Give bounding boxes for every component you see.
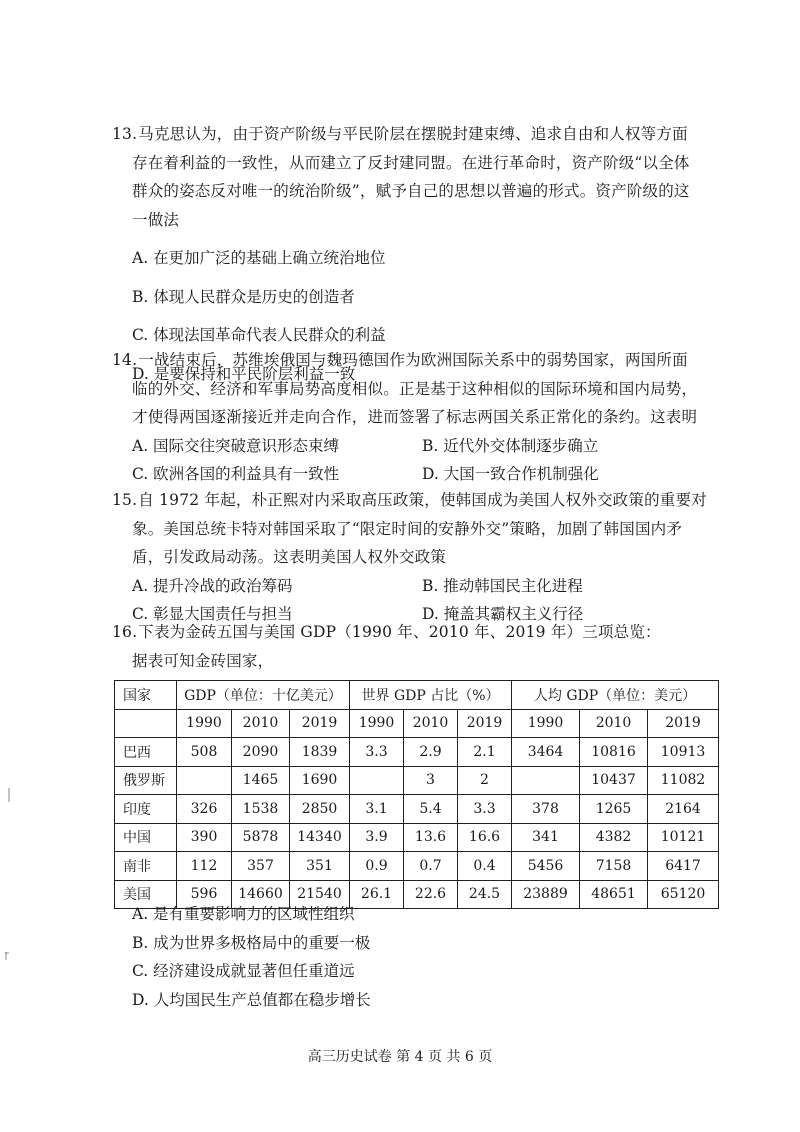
- table-cell: [177, 766, 232, 795]
- year-cell: 1990: [177, 709, 232, 738]
- stem-line: 象。美国总统卡特对韩国采取了“限定时间的安静外交”策略，加剧了韩国国内矛: [132, 519, 683, 538]
- gdp-table: [114, 680, 719, 909]
- table-cell: 23889: [512, 880, 580, 909]
- table-cell: 1465: [232, 766, 290, 795]
- table-cell: [512, 766, 580, 795]
- table-cell: 0.4: [458, 852, 512, 881]
- stem-line: 临的外交、经济和军事局势高度相似。正是基于这种相似的国际环境和国内局势，: [132, 379, 698, 398]
- stem-line: 才使得两国逐渐接近并走向合作，进而签署了标志两国关系正常化的条约。这表明: [132, 408, 698, 426]
- table-cell: 3.3: [458, 795, 512, 824]
- option-b: B. 推动韩国民主化进程: [422, 576, 583, 595]
- option-c: C. 彰显大国责任与担当: [132, 605, 293, 623]
- table-cell: 596: [177, 880, 232, 909]
- table-row: [115, 766, 719, 795]
- table-cell: 3: [404, 766, 458, 795]
- option-b: B. 近代外交体制逐步确立: [422, 436, 599, 455]
- scan-mark: [8, 788, 10, 802]
- stem-line: 存在着利益的一致性，从而建立了反封建同盟。在进行革命时，资产阶级“以全体: [132, 153, 690, 172]
- table-cell: 48651: [580, 880, 648, 909]
- stem-line: 据表可知金砖国家，: [132, 651, 274, 670]
- table-cell: 5878: [232, 823, 290, 852]
- empty-cell: [115, 709, 177, 738]
- options-grid: [112, 432, 712, 489]
- country-cell: 印度: [115, 795, 177, 824]
- option-c: C. 经济建设成就显著但任重道远: [132, 962, 355, 980]
- table-cell: 3464: [512, 738, 580, 767]
- table-cell: 0.7: [404, 852, 458, 881]
- option-d: D. 人均国民生产总值都在稳步增长: [132, 990, 371, 1009]
- table-cell: 14660: [232, 880, 290, 909]
- year-cell: 2010: [580, 709, 648, 738]
- option-a: A. 国际交往突破意识形态束缚: [132, 436, 340, 455]
- question-14: [112, 346, 712, 489]
- table-cell: 3.1: [350, 795, 404, 824]
- table-cell: 22.6: [404, 880, 458, 909]
- table-cell: [350, 766, 404, 795]
- table-row: [115, 823, 719, 852]
- header-cell: 世界 GDP 占比（%）: [350, 681, 512, 710]
- table-cell: 2.1: [458, 738, 512, 767]
- table-cell: 341: [512, 823, 580, 852]
- table-cell: 390: [177, 823, 232, 852]
- stem-line: 14.一战结束后，苏维埃俄国与魏玛德国作为欧洲国际关系中的弱势国家，两国所面: [112, 351, 688, 369]
- option-d: D. 是要保持和平民阶层利益一致: [132, 364, 356, 383]
- header-cell: 人均 GDP（单位：美元）: [512, 681, 719, 710]
- table-cell: 112: [177, 852, 232, 881]
- table-cell: 13.6: [404, 823, 458, 852]
- table-cell: 1538: [232, 795, 290, 824]
- table-cell: 14340: [290, 823, 350, 852]
- question-number: 15.: [112, 491, 138, 509]
- table-cell: 16.6: [458, 823, 512, 852]
- table-cell: 11082: [648, 766, 719, 795]
- table-cell: 5456: [512, 852, 580, 881]
- stem-line: 16.下表为金砖五国与美国 GDP（1990 年、2010 年、2019 年）三项总览：: [112, 623, 661, 641]
- table-cell: 10121: [648, 823, 719, 852]
- table-cell: 3.3: [350, 738, 404, 767]
- table-cell: 26.1: [350, 880, 404, 909]
- year-cell: 2010: [232, 709, 290, 738]
- table-cell: 10913: [648, 738, 719, 767]
- table-cell: 2090: [232, 738, 290, 767]
- option-c: C. 欧洲各国的利益具有一致性: [132, 465, 340, 483]
- table-cell: 357: [232, 852, 290, 881]
- country-cell: 美国: [115, 880, 177, 909]
- year-cell: 2019: [648, 709, 719, 738]
- question-number: 13.: [112, 125, 138, 143]
- question-number: 16.: [112, 623, 138, 641]
- option-b: B. 成为世界多极格局中的重要一极: [132, 933, 371, 952]
- table-cell: 378: [512, 795, 580, 824]
- table-cell: 7158: [580, 852, 648, 881]
- table-cell: 5.4: [404, 795, 458, 824]
- table-years-row: [115, 709, 719, 738]
- table-row: [115, 738, 719, 767]
- table-cell: 1690: [290, 766, 350, 795]
- question-16-options: [112, 900, 371, 1014]
- table-cell: 21540: [290, 880, 350, 909]
- question-number: 14.: [112, 351, 138, 369]
- question-14-stem: [112, 346, 712, 432]
- table-cell: 10437: [580, 766, 648, 795]
- table-cell: 3.9: [350, 823, 404, 852]
- option-d: D. 掩盖其霸权主义行径: [422, 605, 584, 623]
- question-15-stem: [112, 486, 712, 572]
- question-16: [112, 618, 712, 675]
- table-cell: 65120: [648, 880, 719, 909]
- option-d: D. 大国一致合作机制强化: [422, 465, 599, 483]
- table-cell: 1265: [580, 795, 648, 824]
- page-footer: 高三历史试卷 第 4 页 共 6 页: [307, 1049, 493, 1065]
- option-c: C. 体现法国革命代表人民群众的利益: [132, 326, 386, 344]
- table-cell: 2.9: [404, 738, 458, 767]
- table-cell: 2: [458, 766, 512, 795]
- stem-line: 盾，引发政局动荡。这表明美国人权外交政策: [132, 548, 447, 566]
- country-cell: 南非: [115, 852, 177, 881]
- year-cell: 1990: [350, 709, 404, 738]
- table-cell: 10816: [580, 738, 648, 767]
- stem-line: 群众的姿态反对唯一的统治阶级”，赋予自己的思想以普遍的形式。资产阶级的这: [132, 182, 690, 200]
- option-b: B. 体现人民群众是历史的创造者: [132, 287, 355, 306]
- year-cell: 1990: [512, 709, 580, 738]
- table-header-row: [115, 681, 719, 710]
- option-a: A. 提升冷战的政治筹码: [132, 576, 293, 595]
- question-15: [112, 486, 712, 629]
- table-cell: 0.9: [350, 852, 404, 881]
- country-cell: 巴西: [115, 738, 177, 767]
- stem-line: 13.马克思认为，由于资产阶级与平民阶层在摆脱封建束缚、追求自由和人权等方面: [112, 125, 688, 143]
- table-cell: 4382: [580, 823, 648, 852]
- header-cell: GDP（单位：十亿美元）: [177, 681, 350, 710]
- table-row: [115, 852, 719, 881]
- table-cell: 1839: [290, 738, 350, 767]
- table-cell: 326: [177, 795, 232, 824]
- country-cell: 俄罗斯: [115, 766, 177, 795]
- stem-line: 一做法: [132, 210, 180, 229]
- table-cell: 2164: [648, 795, 719, 824]
- option-a: A. 在更加广泛的基础上确立统治地位: [132, 249, 386, 267]
- table-cell: 6417: [648, 852, 719, 881]
- question-16-stem: [112, 618, 712, 675]
- country-cell: 中国: [115, 823, 177, 852]
- table-cell: 351: [290, 852, 350, 881]
- year-cell: 2019: [290, 709, 350, 738]
- question-13-stem: [112, 120, 712, 234]
- header-cell: 国家: [115, 681, 177, 710]
- table-cell: 508: [177, 738, 232, 767]
- scan-mark: [5, 952, 7, 960]
- table-cell: 2850: [290, 795, 350, 824]
- table-row: [115, 795, 719, 824]
- table-cell: 24.5: [458, 880, 512, 909]
- year-cell: 2010: [404, 709, 458, 738]
- stem-line: 15.自 1972 年起，朴正熙对内采取高压政策，使韩国成为美国人权外交政策的重要对: [112, 491, 707, 509]
- year-cell: 2019: [458, 709, 512, 738]
- option-a: A. 是有重要影响力的区域性组织: [132, 905, 355, 923]
